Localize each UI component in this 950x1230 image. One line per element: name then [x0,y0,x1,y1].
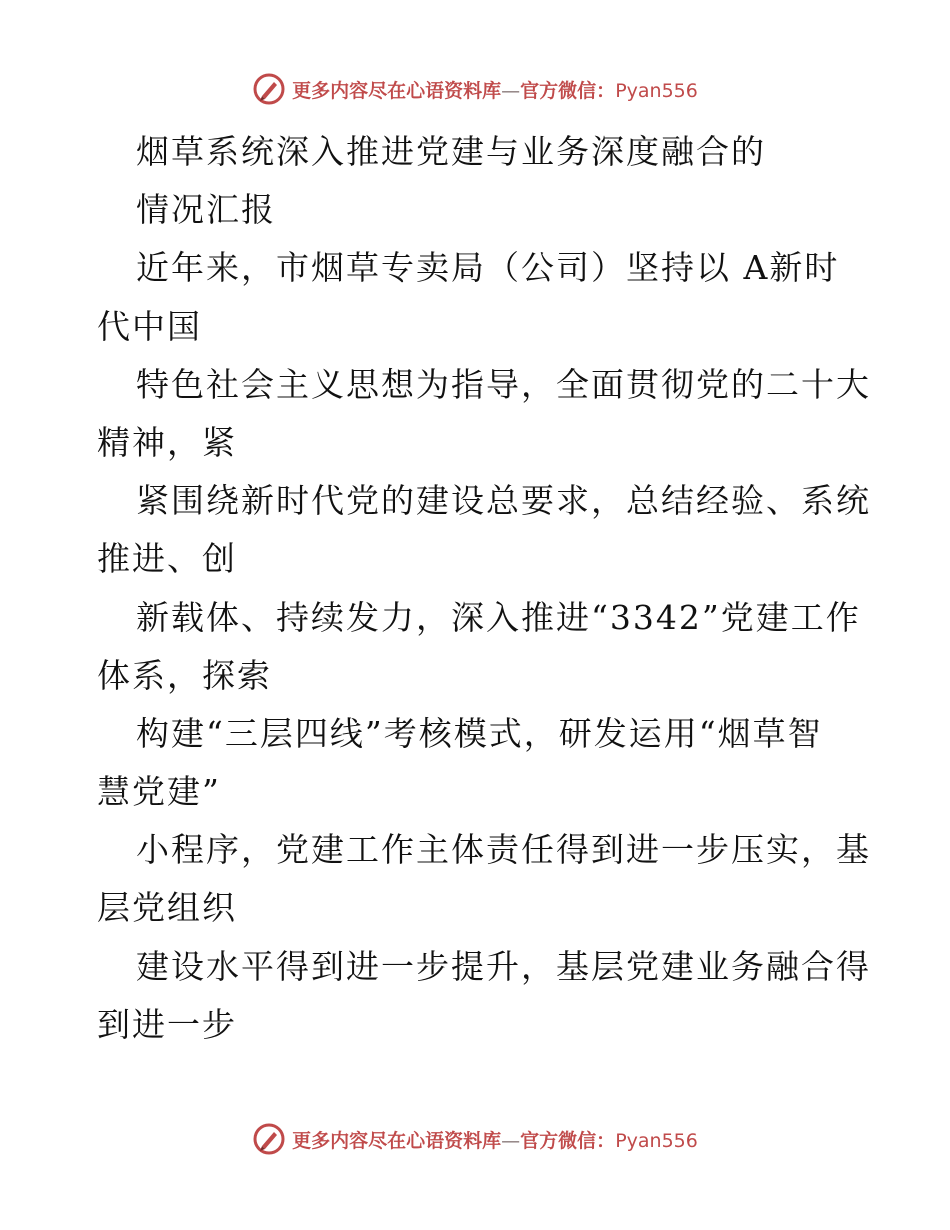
watermark-main: 更多内容尽在心语资料库 [292,79,502,102]
doc-line: 近年来，市烟草专卖局（公司）坚持以 A新时 [136,248,840,288]
doc-line: 体系，探索 [97,655,272,695]
pen-logo-icon [252,1122,286,1156]
doc-line: 情况汇报 [136,190,276,230]
doc-line: 到进一步 [97,1004,237,1044]
doc-line: 代中国 [97,306,202,346]
watermark-official: 官方微信： [520,79,616,102]
doc-line: 小程序，党建工作主体责任得到进一步压实，基 [136,830,871,870]
footer-watermark [0,1122,950,1156]
watermark-main: 更多内容尽在心语资料库 [292,1129,502,1152]
document-body [97,123,871,1054]
doc-line: 建设水平得到进一步提升，基层党建业务融合得 [136,946,871,986]
doc-line: 精神，紧 [97,422,237,462]
header-watermark [0,72,950,106]
watermark-wechat-id: Pyan556 [615,79,698,102]
watermark-text [292,76,698,103]
watermark-text [292,1126,698,1153]
doc-line: 新载体、持续发力，深入推进“3342”党建工作 [136,597,861,637]
pen-logo-icon [252,72,286,106]
watermark-dash: — [501,79,521,102]
doc-line: 慧党建” [97,772,221,812]
watermark-dash: — [501,1129,521,1152]
doc-line: 特色社会主义思想为指导，全面贯彻党的二十大 [136,364,871,404]
doc-line: 推进、创 [97,539,237,579]
doc-line: 紧围绕新时代党的建设总要求，总结经验、系统 [136,481,871,521]
watermark-official: 官方微信： [520,1129,616,1152]
doc-line: 层党组织 [97,888,237,928]
doc-line: 烟草系统深入推进党建与业务深度融合的 [136,132,766,171]
doc-line: 构建“三层四线”考核模式，研发运用“烟草智 [136,713,823,753]
watermark-wechat-id: Pyan556 [615,1129,698,1152]
